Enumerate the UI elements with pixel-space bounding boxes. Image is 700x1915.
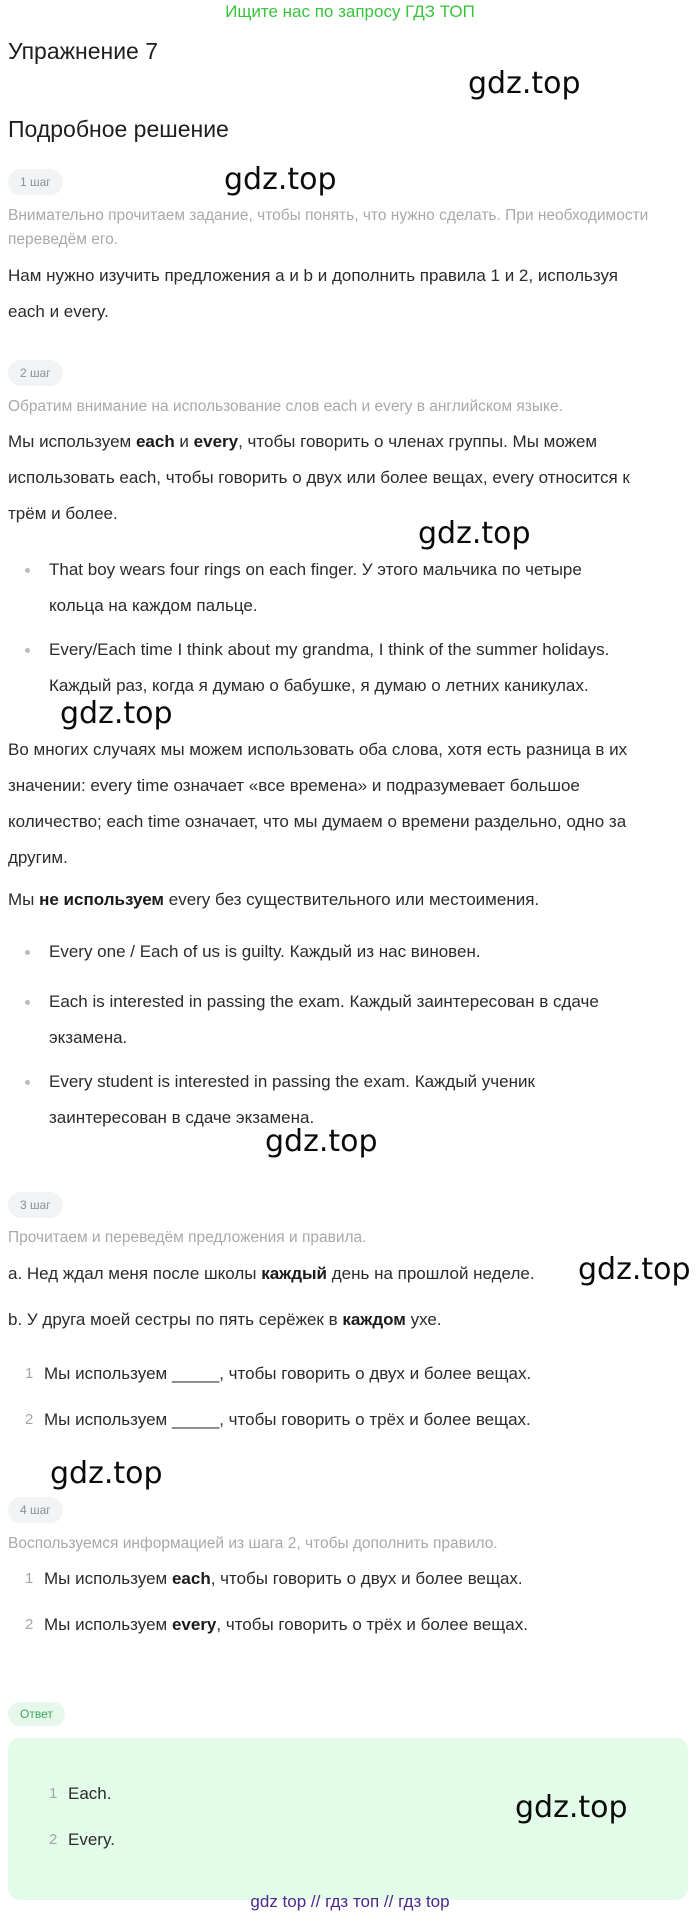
step-2-negative: Мы не используем every без существительного или местоимения. xyxy=(8,890,540,909)
list-item: Every student is interested in passing the exam. Каждый ученик xyxy=(49,1072,535,1091)
sentence-b: b. У друга моей сестры по пять серёжек в каждом ухе. xyxy=(8,1310,442,1329)
footer-links[interactable]: gdz top // гдз топ // гдз top xyxy=(250,1892,450,1911)
rule-number: 1 xyxy=(25,1570,34,1587)
bullet-icon xyxy=(25,950,30,955)
rule-number: 1 xyxy=(25,1365,34,1382)
step-2-paragraph: другим. xyxy=(8,848,68,867)
watermark: gdz.top xyxy=(578,1252,691,1287)
sentence-a: a. Нед ждал меня после школы каждый день на прошлой неделе. xyxy=(8,1264,535,1283)
exercise-title: Упражнение 7 xyxy=(8,38,159,64)
step-1-badge: 1 шаг xyxy=(8,169,63,195)
bullet-icon xyxy=(25,648,30,653)
watermark: gdz.top xyxy=(224,162,337,197)
watermark: gdz.top xyxy=(50,1456,163,1491)
step-1-text: Нам нужно изучить предложения a и b и дополнить правила 1 и 2, используя xyxy=(8,266,618,285)
step-3-badge: 3 шаг xyxy=(8,1192,63,1218)
watermark: gdz.top xyxy=(60,696,173,731)
step-4-hint: Воспользуемся информацией из шага 2, чтобы дополнить правило. xyxy=(8,1535,498,1552)
list-item: кольца на каждом пальце. xyxy=(49,596,258,615)
step-2-badge: 2 шаг xyxy=(8,360,63,386)
step-2-hint: Обратим внимание на использование слов each и every в английском языке. xyxy=(8,398,563,415)
list-item: Every/Each time I think about my grandma, I think of the summer holidays. xyxy=(49,640,610,659)
step-2-paragraph: значении: every time означает «все времена» и подразумевает большое xyxy=(8,776,580,795)
step-1-hint: переведём его. xyxy=(8,231,119,248)
rule-text: Мы используем every, чтобы говорить о трёх и более вещах. xyxy=(44,1615,528,1634)
answer-item: Every. xyxy=(68,1830,115,1849)
rule-text: Мы используем _____, чтобы говорить о двух и более вещах. xyxy=(44,1364,532,1383)
step-2-paragraph: Во многих случаях мы можем использовать оба слова, хотя есть разница в их xyxy=(8,740,628,759)
top-banner[interactable]: Ищите нас по запросу ГДЗ ТОП xyxy=(225,2,475,21)
rule-text: Мы используем each, чтобы говорить о двух и более вещах. xyxy=(44,1569,523,1588)
rule-number: 2 xyxy=(25,1616,34,1633)
list-item: экзамена. xyxy=(49,1028,128,1047)
step-2-intro: трём и более. xyxy=(8,504,118,523)
step-1-text: each и every. xyxy=(8,302,109,321)
rule-text: Мы используем _____, чтобы говорить о трёх и более вещах. xyxy=(44,1410,531,1429)
watermark: gdz.top xyxy=(468,66,581,101)
bullet-icon xyxy=(25,1080,30,1085)
list-item: That boy wears four rings on each finger. У этого мальчика по четыре xyxy=(49,560,582,579)
list-item: Each is interested in passing the exam. Каждый заинтересован в сдаче xyxy=(49,992,599,1011)
bullet-icon xyxy=(25,1000,30,1005)
watermark: gdz.top xyxy=(515,1790,628,1825)
answer-number: 1 xyxy=(49,1785,58,1802)
solution-title: Подробное решение xyxy=(8,116,229,142)
step-4-badge: 4 шаг xyxy=(8,1497,63,1523)
answer-badge: Ответ xyxy=(8,1702,65,1726)
step-2-intro: Мы используем each и every, чтобы говорить о членах группы. Мы можем xyxy=(8,432,598,451)
bullet-icon xyxy=(25,568,30,573)
step-2-paragraph: количество; each time означает, что мы думаем о времени раздельно, одно за xyxy=(8,812,627,831)
list-item: Every one / Each of us is guilty. Каждый из нас виновен. xyxy=(49,942,481,961)
watermark: gdz.top xyxy=(265,1124,378,1159)
step-3-hint: Прочитаем и переведём предложения и правила. xyxy=(8,1229,367,1246)
list-item: заинтересован в сдаче экзамена. xyxy=(49,1108,315,1127)
watermark: gdz.top xyxy=(418,516,531,551)
rule-number: 2 xyxy=(25,1411,34,1428)
answer-number: 2 xyxy=(49,1831,58,1848)
step-2-intro: использовать each, чтобы говорить о двух или более вещах, every относится к xyxy=(8,468,630,487)
answer-item: Each. xyxy=(68,1784,112,1803)
step-1-hint: Внимательно прочитаем задание, чтобы понять, что нужно сделать. При необходимости xyxy=(8,207,649,224)
list-item: Каждый раз, когда я думаю о бабушке, я думаю о летних каникулах. xyxy=(49,676,589,695)
